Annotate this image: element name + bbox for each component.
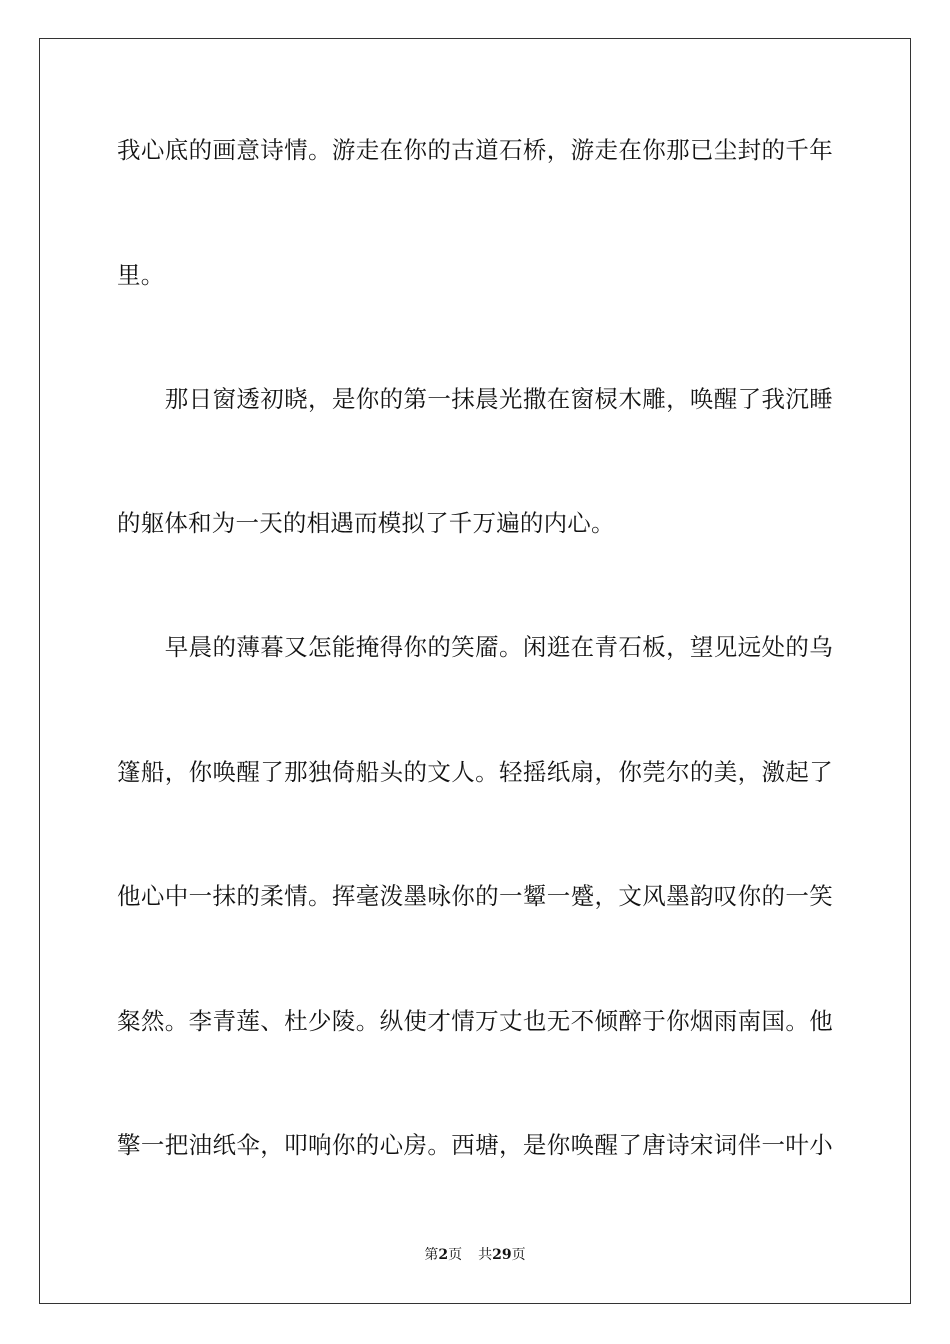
page-label-prefix: 第 [424,1247,439,1263]
text-line-8: 粲然。李青莲、杜少陵。纵使才情万丈也无不倾醉于你烟雨南国。他 [117,1007,833,1035]
total-label-prefix: 共 [478,1247,493,1263]
text-line-2: 里。 [117,261,165,289]
page-border [39,38,911,1304]
total-label-suffix: 页 [511,1247,526,1263]
text-line-7: 他心中一抹的柔情。挥毫泼墨咏你的一颦一蹙，文风墨韵叹你的一笑 [117,882,833,910]
text-line-5: 早晨的薄暮又怎能掩得你的笑靥。闲逛在青石板，望见远处的乌 [117,633,833,661]
current-page-number: 2 [438,1247,449,1263]
text-line-1: 我心底的画意诗情。游走在你的古道石桥，游走在你那已尘封的千年 [117,136,833,164]
text-line-4: 的躯体和为一天的相遇而模拟了千万遍的内心。 [117,509,615,537]
page-footer [0,1246,950,1264]
text-line-9: 擎一把油纸伞，叩响你的心房。西塘，是你唤醒了唐诗宋词伴一叶小 [117,1131,833,1159]
total-page-count: 29 [492,1247,512,1263]
text-line-3: 那日窗透初晓，是你的第一抹晨光撒在窗棂木雕，唤醒了我沉睡 [117,385,833,413]
page-label-suffix: 页 [448,1247,463,1263]
text-line-6: 篷船，你唤醒了那独倚船头的文人。轻摇纸扇，你莞尔的美，激起了 [117,758,833,786]
